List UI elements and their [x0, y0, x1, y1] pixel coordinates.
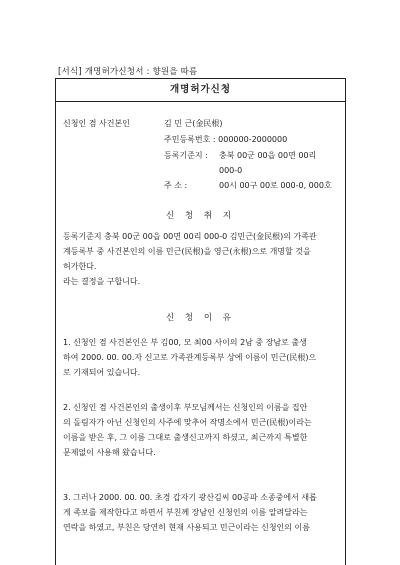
reason-line: 의 돌림자가 아닌 신청인의 사주에 맞추어 작명소에서 민근(民根)이라는 [63, 418, 312, 427]
purpose-line: 계등록부 중 사건본인의 이름 민근(民根)을 영근(永根)으로 개명할 것을 [63, 247, 311, 256]
reason-line: 문제없이 사용해 왔습니다. [63, 448, 156, 457]
document-frame [55, 78, 346, 565]
reason-paragraph-2 [63, 400, 339, 460]
reason-paragraph-3 [63, 490, 339, 535]
reason-line: 로 기재되어 있습니다. [63, 368, 141, 377]
applicant-label: 신청인 겸 사건본인 [63, 119, 130, 128]
purpose-heading: 신 청 취 지 [166, 211, 235, 221]
purpose-text [63, 229, 339, 289]
reason-line: 하여 2000. 00. 00.자 신고로 가족관계등록부 상에 이름이 민근(民根)으 [63, 353, 317, 362]
reason-line: 3. 그러나 2000. 00. 00. 초경 갑자기 광산김씨 00공파 소종중에서 새롭 [63, 493, 317, 502]
reasons-heading: 신 청 이 유 [166, 313, 235, 323]
reason-line: 이름을 받은 후, 그 이름 그대로 출생신고까지 하셨고, 최근까지 특별한 [63, 433, 308, 442]
applicant-name: 김 민 근(金民根) [164, 119, 223, 128]
purpose-line: 허가한다. [63, 262, 97, 271]
registry-value-line1: 충북 00군 00읍 00면 00리 [219, 151, 317, 160]
purpose-line: 등록기준지 충북 00군 00읍 00면 00리 000-0 김민근(金民根)의 가족관 [63, 232, 317, 241]
form-caption: [서식] 개명허가신청서 : 향원을 따름 [58, 67, 198, 77]
address-value: 00시 00구 00로 000-0, 000호 [219, 181, 332, 190]
registry-label: 등록기준지 : [164, 151, 208, 160]
reason-line: 1. 신청인 겸 사건본인은 부 김00, 모 최00 사이의 2남 중 장남로 출생 [63, 338, 307, 347]
reason-line: 연락을 하였고, 부친은 당연히 현재 사용되고 민근이라는 신청인의 이름 [63, 523, 310, 532]
reason-paragraph-1 [63, 335, 339, 380]
registry-value-line2: 000-0 [219, 166, 243, 175]
page-title: 개명허가신청 [56, 79, 345, 102]
address-label: 주 소 : [164, 181, 188, 190]
reason-line: 게 족보를 제작한다고 하면서 부친께 장남인 신청인의 이름 알려달라는 [63, 508, 308, 517]
purpose-line: 라는 결정을 구합니다. [63, 277, 141, 286]
reason-line: 2. 신청인 겸 사건본인의 출생이후 부모님께서는 신청인의 이름을 집안 [63, 403, 308, 412]
resident-number: 주민등록번호 : 000000-2000000 [164, 135, 288, 144]
